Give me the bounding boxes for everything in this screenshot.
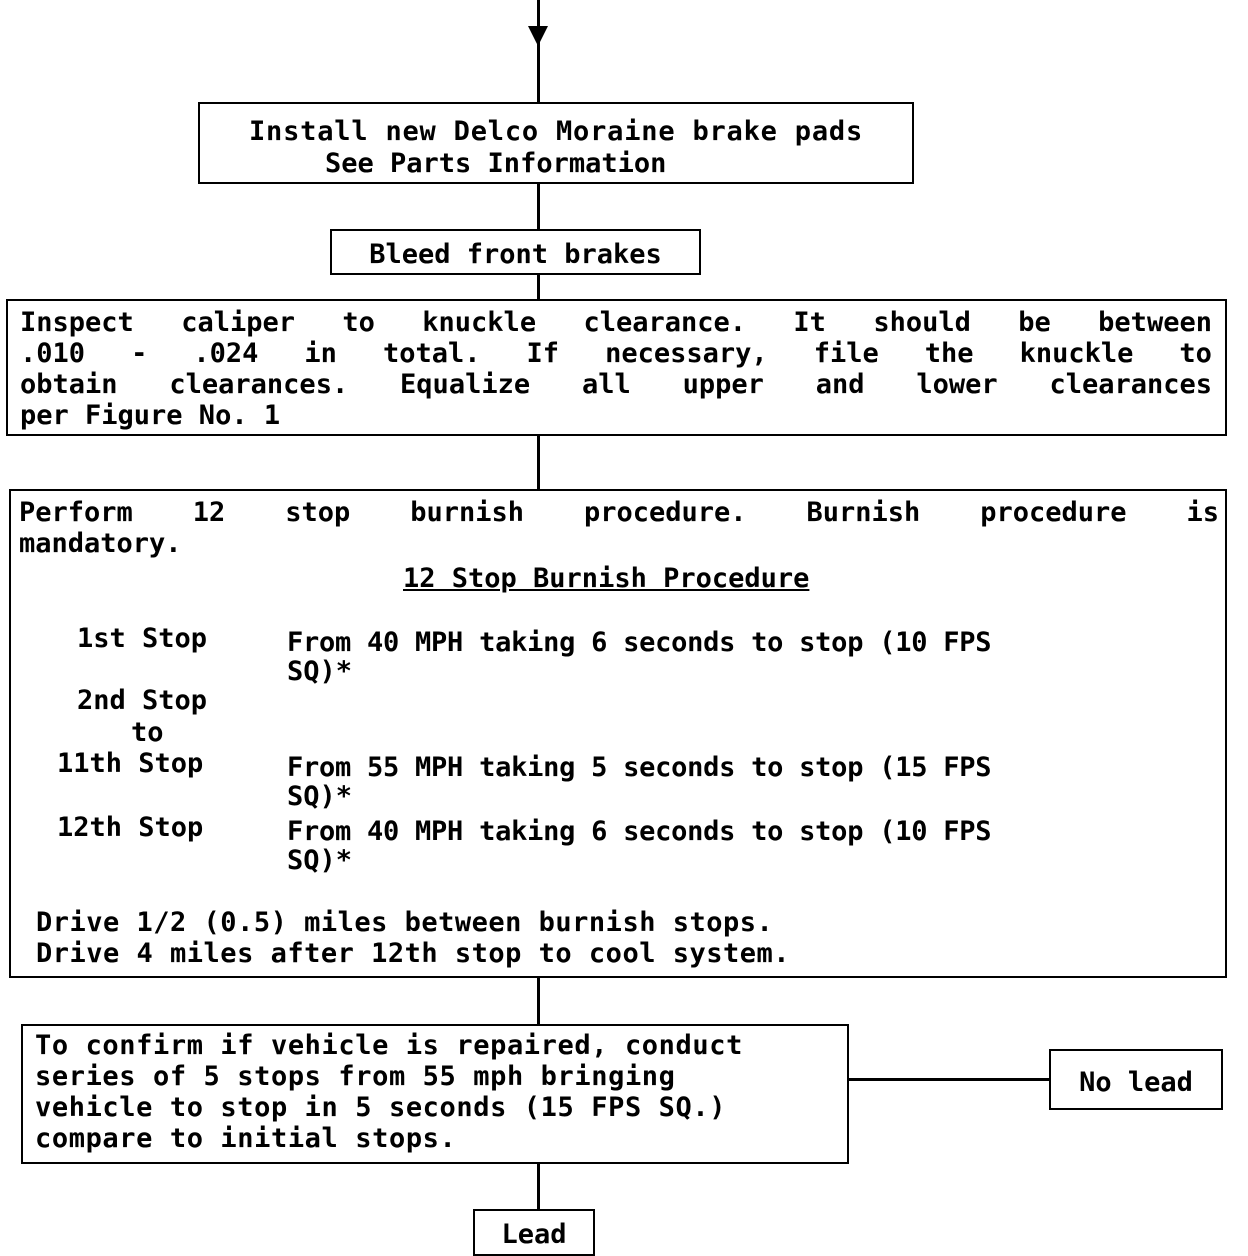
connector-burnish-confirm [537,977,540,1025]
connector-inspect-burnish [537,435,540,490]
burnish-heading: 12 Stop Burnish Procedure [403,563,810,594]
word: obtain [20,369,118,400]
word: Inspect [20,307,134,338]
word: file [813,338,879,369]
word: Perform [19,497,133,528]
connector-install-bleed [537,182,540,230]
word: necessary, [605,338,768,369]
lead-box [473,1209,595,1256]
inspect-line-3 [20,369,1212,400]
inspect-line-2 [20,338,1212,369]
word: in [304,338,337,369]
install-line-2: See Parts Information [325,148,667,179]
word: Equalize [400,369,531,400]
word: should [873,307,971,338]
stop-label-11th: 11th Stop [57,748,204,779]
confirm-line-3: vehicle to stop in 5 seconds (15 FPS SQ.) [35,1092,727,1123]
word: stop [285,497,351,528]
burnish-procedure-box [9,489,1227,978]
word: procedure [980,497,1127,528]
no-lead-box [1049,1049,1223,1110]
word: Burnish [806,497,921,528]
no-lead-label: No lead [1079,1067,1193,1098]
word: procedure. [583,497,747,528]
word: 12 [192,497,226,528]
stop-desc-1st-cont: SQ)* [287,656,353,687]
word: upper [682,369,764,400]
stop-label-1st: 1st Stop [77,623,208,654]
word: burnish [410,497,524,528]
word: .024 [193,338,259,369]
confirm-line-2: series of 5 stops from 55 mph bringing [35,1061,676,1092]
word: .010 [20,338,86,369]
confirm-line-1: To confirm if vehicle is repaired, conduct [35,1030,743,1061]
word: caliper [181,307,295,338]
stop-label-12th: 12th Stop [57,812,204,843]
confirm-line-4: compare to initial stops. [35,1123,457,1154]
install-line-1: Install new Delco Moraine brake pads [249,116,863,147]
burnish-note-2: Drive 4 miles after 12th stop to cool system. [36,938,790,969]
stop-desc-12th-cont: SQ)* [287,845,353,876]
burnish-intro-line-1 [19,497,1219,528]
word: clearance. [583,307,747,338]
bleed-brakes-box [330,229,701,275]
word: lower [916,369,998,400]
stop-desc-12th: From 40 MPH taking 6 seconds to stop (10 FPS [287,816,992,847]
inspect-line-1 [20,307,1212,338]
stop-label-2nd: 2nd Stop [77,685,208,716]
word: and [815,369,865,400]
lead-label: Lead [501,1219,567,1250]
stop-desc-11th-cont: SQ)* [287,781,353,812]
stop-desc-11th: From 55 MPH taking 5 seconds to stop (15 FPS [287,752,992,783]
burnish-note-1: Drive 1/2 (0.5) miles between burnish stops. [36,907,774,938]
connector-confirm-nolead [848,1078,1050,1081]
inspect-clearance-box [6,299,1227,436]
word: total. [382,338,481,369]
arrow-head-icon [528,26,548,46]
burnish-intro-line-2: mandatory. [19,528,182,559]
word: - [131,338,148,369]
word: If [526,338,560,369]
word: to [342,307,375,338]
word: clearances [1049,369,1212,400]
bleed-label: Bleed front brakes [369,239,662,270]
word: to [1179,338,1212,369]
word: knuckle [422,307,537,338]
stop-label-to: to [131,717,164,748]
word: between [1098,307,1212,338]
connector-bleed-inspect [537,274,540,300]
word: the [924,338,974,369]
word: knuckle [1019,338,1134,369]
install-pads-box [198,102,914,184]
word: is [1186,497,1219,528]
connector-confirm-lead [537,1162,540,1210]
stop-desc-1st: From 40 MPH taking 6 seconds to stop (10 FPS [287,627,992,658]
word: It [793,307,826,338]
confirm-repair-box [21,1024,849,1164]
inspect-line-4: per Figure No. 1 [20,400,281,431]
word: be [1018,307,1051,338]
word: all [581,369,631,400]
word: clearances. [169,369,349,400]
